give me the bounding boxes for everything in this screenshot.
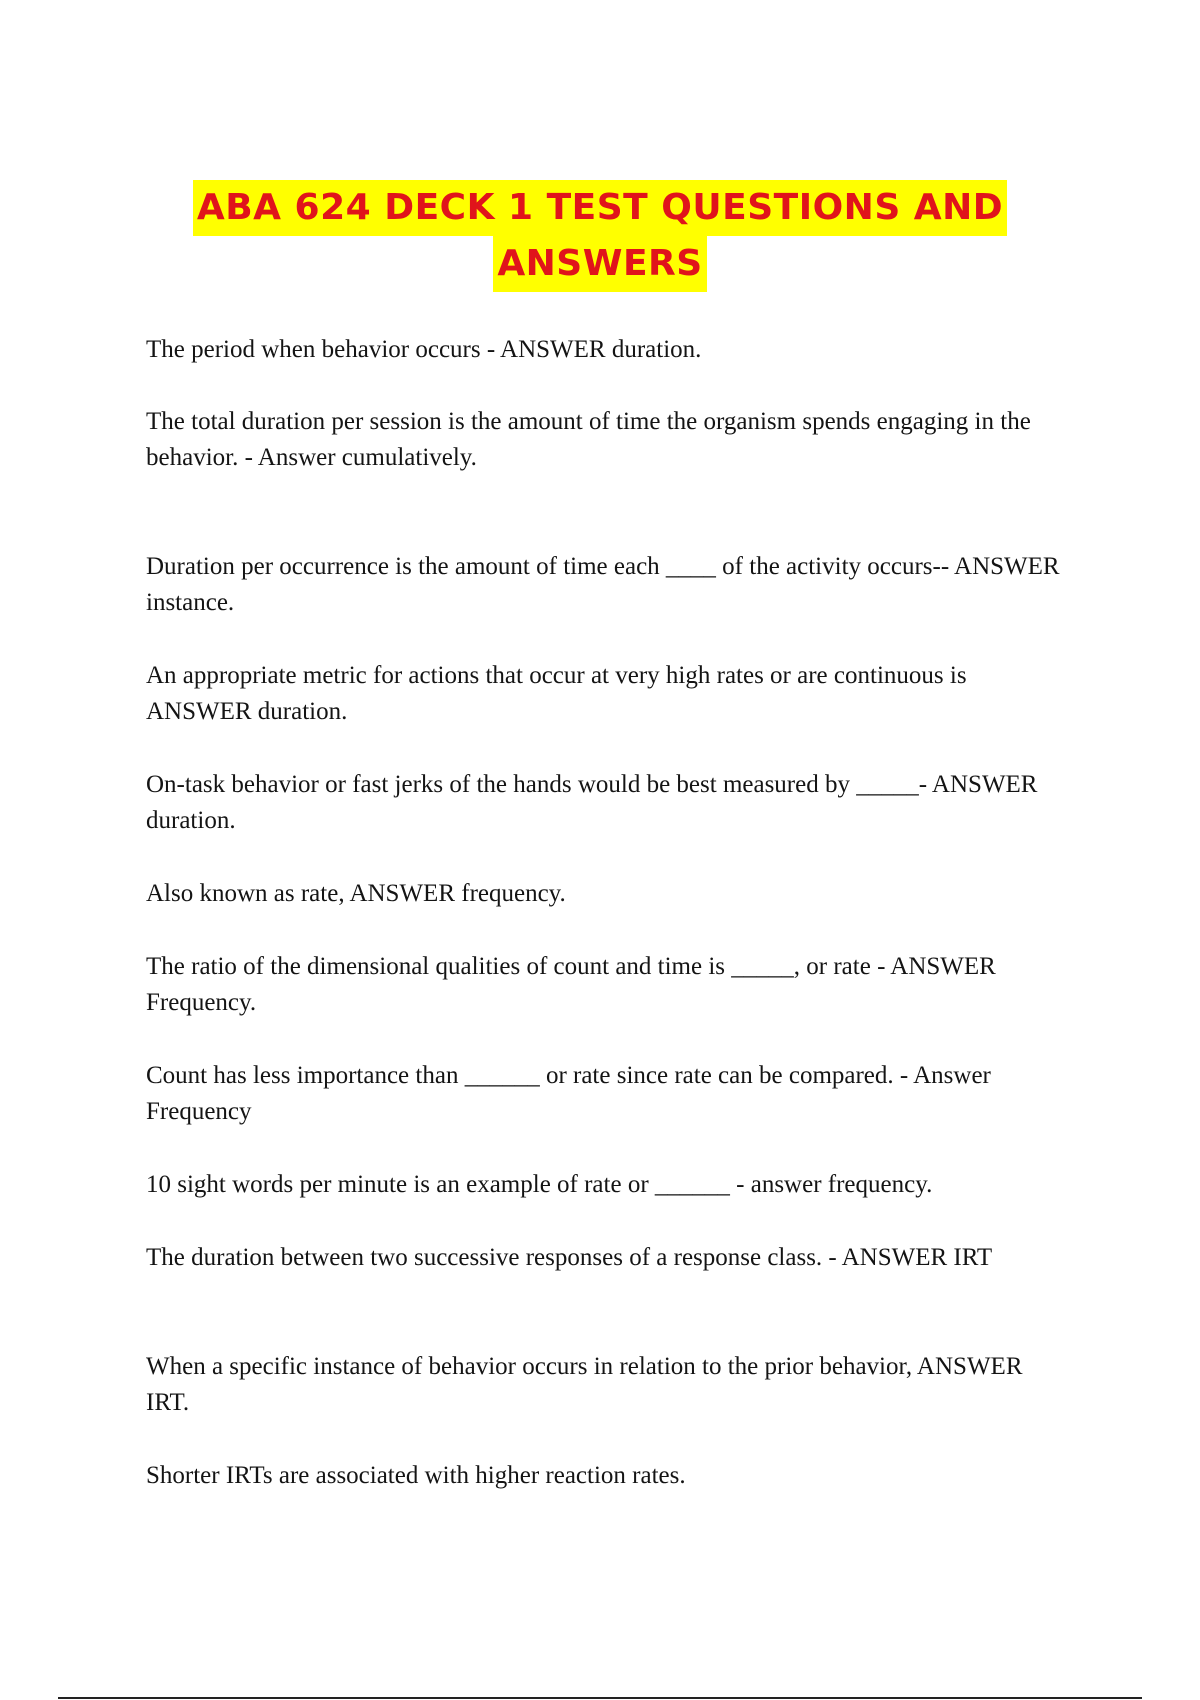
qa-item-8: Count has less importance than ______ or rate since rate can be compared. - Answer Frequency — [146, 1062, 991, 1125]
title-line-2: ANSWERS — [493, 236, 706, 292]
title-line-1: ABA 624 DECK 1 TEST QUESTIONS AND — [193, 180, 1007, 236]
qa-item-9: 10 sight words per minute is an example of rate or ______ - answer frequency. — [146, 1171, 933, 1198]
qa-item-5: On-task behavior or fast jerks of the hands would be best measured by _____- ANSWER duration. — [146, 771, 1038, 834]
qa-item-11: When a specific instance of behavior occurs in relation to the prior behavior, ANSWER IRT. — [146, 1353, 1023, 1416]
qa-item-6: Also known as rate, ANSWER frequency. — [146, 880, 566, 907]
document-title — [0, 180, 1200, 292]
qa-item-2: The total duration per session is the amount of time the organism spends engaging in the behavior. - Answer cumulatively. — [146, 408, 1031, 471]
qa-item-7: The ratio of the dimensional qualities of count and time is _____, or rate - ANSWER Frequency. — [146, 953, 996, 1016]
footer-divider — [58, 1697, 1142, 1699]
qa-item-10: The duration between two successive responses of a response class. - ANSWER IRT — [146, 1244, 993, 1271]
qa-item-12: Shorter IRTs are associated with higher reaction rates. — [146, 1462, 686, 1489]
qa-item-4: An appropriate metric for actions that occur at very high rates or are continuous is ANSWER duration. — [146, 662, 967, 725]
qa-item-1: The period when behavior occurs - ANSWER duration. — [146, 336, 702, 363]
qa-item-3: Duration per occurrence is the amount of time each ____ of the activity occurs-- ANSWER instance. — [146, 553, 1060, 616]
